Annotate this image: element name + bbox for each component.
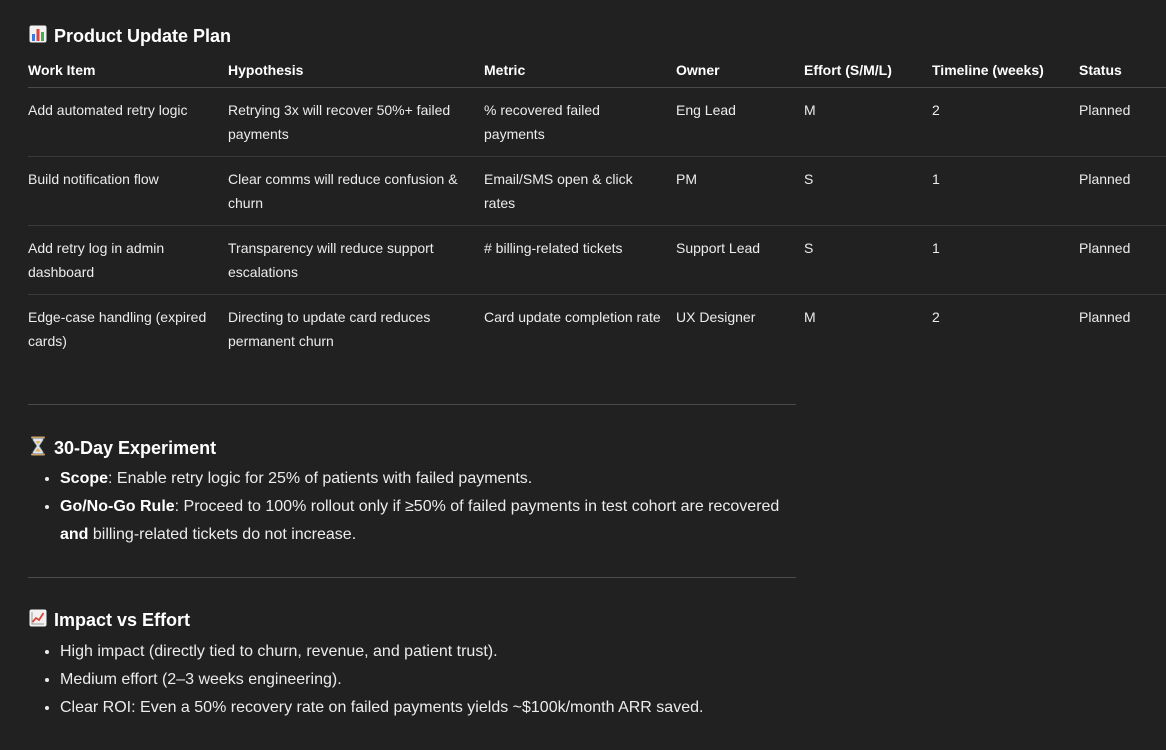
table-row: [28, 157, 1166, 226]
table-row: [28, 88, 1166, 157]
cell-effort: M: [804, 102, 816, 118]
cell-metric: Email/SMS open & click rates: [484, 171, 633, 211]
rule-and: and: [60, 526, 89, 543]
rule-text-1: : Proceed to 100% rollout only if ≥50% of failed payments in test cohort are recovered: [174, 498, 780, 515]
column-header-work-item: Work Item: [28, 56, 228, 88]
cell-timeline: 2: [932, 309, 940, 325]
cell-status: Planned: [1079, 171, 1131, 187]
cell-timeline: 2: [932, 102, 940, 118]
cell-effort: S: [804, 171, 814, 187]
plan-table: [28, 56, 1166, 363]
cell-work-item: Add automated retry logic: [28, 102, 188, 118]
cell-hypothesis: Retrying 3x will recover 50%+ failed payments: [228, 102, 451, 142]
column-header-hypothesis: Hypothesis: [228, 56, 484, 88]
cell-owner: PM: [676, 171, 697, 187]
cell-owner: UX Designer: [676, 309, 756, 325]
column-header-metric: Metric: [484, 56, 676, 88]
rule-text-2: billing-related tickets do not increase.: [88, 526, 357, 543]
cell-metric: Card update completion rate: [484, 309, 661, 325]
cell-timeline: 1: [932, 240, 940, 256]
cell-work-item: Build notification flow: [28, 171, 159, 187]
scope-label: Scope: [60, 470, 109, 487]
impact-list: [28, 638, 796, 722]
rule-label: Go/No-Go Rule: [60, 498, 175, 515]
cell-status: Planned: [1079, 240, 1131, 256]
list-item-go-no-go: [60, 493, 796, 549]
impact-title: Impact vs Effort: [54, 610, 191, 630]
list-item: • Medium effort (2–3 weeks engineering).: [60, 666, 796, 694]
column-header-effort: Effort (S/M/L): [804, 56, 932, 88]
column-header-status: Status: [1079, 56, 1166, 88]
table-row: [28, 295, 1166, 364]
list-item: • High impact (directly tied to churn, revenue, and patient trust).: [60, 638, 796, 666]
cell-status: Planned: [1079, 309, 1131, 325]
cell-owner: Eng Lead: [676, 102, 736, 118]
section-divider: [28, 577, 796, 578]
chart-increasing-icon: [28, 609, 48, 632]
cell-owner: Support Lead: [676, 240, 761, 256]
cell-effort: M: [804, 309, 816, 325]
section-divider: [28, 404, 796, 405]
experiment-list: [28, 465, 796, 549]
impact-heading: [28, 609, 190, 632]
column-header-timeline: Timeline (weeks): [932, 56, 1079, 88]
table-header-row: [28, 56, 1166, 88]
cell-effort: S: [804, 240, 814, 256]
plan-title: Product Update Plan: [54, 26, 232, 46]
cell-timeline: 1: [932, 171, 940, 187]
bar-chart-icon: [28, 25, 48, 48]
cell-metric: % recovered failed payments: [484, 102, 600, 142]
experiment-title: 30-Day Experiment: [54, 438, 217, 458]
cell-work-item: Add retry log in admin dashboard: [28, 240, 165, 280]
cell-hypothesis: Clear comms will reduce confusion & churn: [228, 171, 458, 211]
cell-status: Planned: [1079, 102, 1131, 118]
cell-hypothesis: Transparency will reduce support escalations: [228, 240, 434, 280]
experiment-heading: [28, 436, 216, 461]
cell-metric: # billing-related tickets: [484, 240, 623, 256]
plan-heading: [28, 25, 231, 48]
cell-hypothesis: Directing to update card reduces permanent churn: [228, 309, 431, 349]
column-header-owner: Owner: [676, 56, 804, 88]
list-item: • Clear ROI: Even a 50% recovery rate on failed payments yields ~$100k/month ARR saved.: [60, 694, 796, 722]
list-item-scope: [60, 465, 796, 493]
table-row: [28, 226, 1166, 295]
scope-text: : Enable retry logic for 25% of patients with failed payments.: [108, 470, 533, 487]
cell-work-item: Edge-case handling (expired cards): [28, 309, 207, 349]
hourglass-icon: [28, 436, 48, 461]
